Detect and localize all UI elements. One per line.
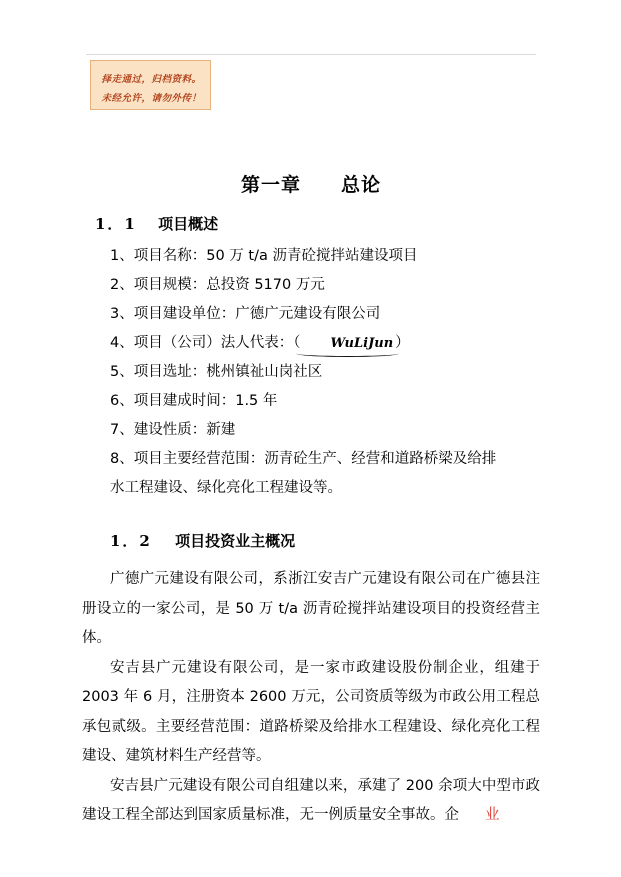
handwritten-signature: WuLiJun: [300, 329, 395, 358]
stamp-line-1: 择走通过，归档资料。: [101, 74, 202, 85]
list-item-scope-line2: 水工程建设、绿化亮化工程建设等。: [110, 480, 342, 496]
section-number-1-1: 1．1: [95, 215, 137, 233]
stamp-line-2: 未经允许，请勿外传！: [101, 93, 202, 104]
list-item: 7、建设性质：新建: [110, 422, 236, 438]
list-item: 5、项目选址：桃州镇祉山岗社区: [110, 364, 323, 380]
section-heading-1-1: [95, 213, 218, 234]
list-item: 3、项目建设单位：广德广元建设有限公司: [110, 306, 381, 322]
document-body: [82, 0, 540, 877]
list-item: 6、项目建成时间：1.5 年: [110, 393, 278, 409]
list-item-scope-line1: 8、项目主要经营范围：沥青砼生产、经营和道路桥梁及给排: [110, 451, 497, 467]
paragraph-tail-char: 业: [485, 807, 500, 823]
list-item-legal-rep: [82, 329, 540, 358]
project-overview-list: [82, 242, 540, 503]
section-title-1-2: 项目投资业主概况: [175, 532, 296, 550]
legal-rep-suffix: ）: [395, 335, 410, 351]
list-item: 2、项目规模：总投资 5170 万元: [110, 277, 325, 293]
chapter-title: 第一章 总论: [240, 174, 381, 196]
investor-overview-paragraphs: [82, 565, 540, 831]
paragraph-with-tail: [82, 772, 540, 831]
paragraph: 广德广元建设有限公司，系浙江安吉广元建设有限公司在广德县注册设立的一家公司，是 50 万 t/a 沥青砼搅拌站建设项目的投资经营主体。: [82, 571, 540, 646]
paragraph-text: 安吉县广元建设有限公司自组建以来，承建了 200 余项大中型市政建设工程全部达到国家质量标准，无一例质量安全事故。企: [82, 777, 540, 823]
paragraph: 安吉县广元建设有限公司，是一家市政建设股份制企业，组建于 2003 年 6 月，注册资本 2600 万元，公司资质等级为市政公用工程总承包贰级。主要经营范围：道路桥梁及给排水工程建设、绿化亮化工程建设、建筑材料生产经营等。: [82, 659, 540, 764]
legal-rep-prefix: 4、项目（公司）法人代表：（: [110, 335, 301, 351]
section-heading-1-2: [110, 530, 295, 551]
list-item: 1、项目名称：50 万 t/a 沥青砼搅拌站建设项目: [110, 248, 418, 264]
section-number-1-2: 1．2: [110, 532, 152, 550]
section-title-1-1: 项目概述: [158, 215, 219, 233]
